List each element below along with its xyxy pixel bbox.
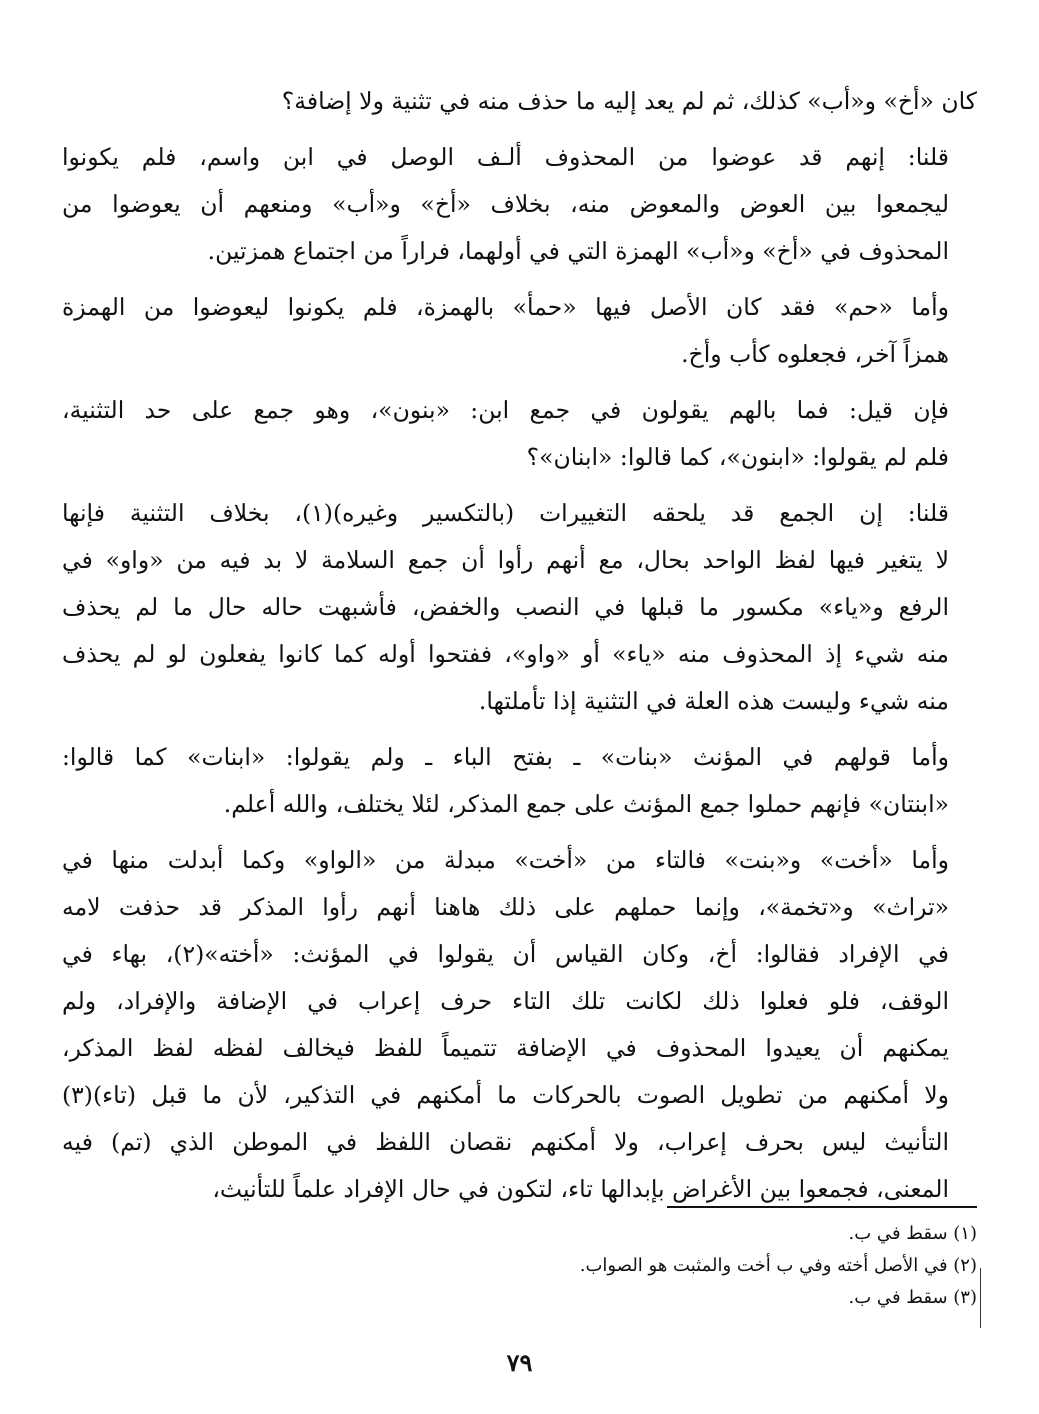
text-line: وأما قولهم في المؤنث «بنات» ـ بفتح الباء ـ ولم يقولوا: «ابنات» كما قالوا: [62,743,949,771]
footnotes [377,1218,977,1314]
text-line: وأما «حم» فقد كان الأصل فيها «حمأ» بالهمزة، فلم يكونوا ليعوضوا من الهمزة [62,293,949,321]
page-body [62,78,977,1222]
paragraph [62,734,977,828]
margin-mark [980,1268,981,1328]
paragraph [62,134,977,275]
text-line: منه شيء إذ المحذوف منه «ياء» أو «واو»، ففتحوا أوله كما كانوا يفعلون لو لم يحذف [62,640,949,668]
text-line: كان «أخ» و«أب» كذلك، ثم لم يعد إليه ما حذف منه في تثنية ولا إضافة؟ [281,87,977,115]
text-line: في الإفراد فقالوا: أخ، وكان القياس أن يقولوا في المؤنث: «أخته»(٢)، بهاء في [62,940,949,968]
text-line: «تراث» و«تخمة»، وإنما حملهم على ذلك هاهنا أنهم رأوا المذكر قد حذفت لامه [62,893,949,921]
footnote-3: (٣) سقط في ب. [848,1287,977,1308]
text-line: لا يتغير فيها لفظ الواحد بحال، مع أنهم رأوا أن جمع السلامة لا بد فيه من «واو» في [62,546,949,574]
paragraph [62,837,977,1213]
text-line: يمكنهم أن يعيدوا المحذوف في الإضافة تتميماً للفظ فيخالف لفظه لفظ المذكر، [62,1034,949,1062]
text-line: الوقف، فلو فعلوا ذلك لكانت تلك التاء حرف إعراب في الإضافة والإفراد، ولم [62,987,949,1015]
text-line: المحذوف في «أخ» و«أب» الهمزة التي في أولهما، فراراً من اجتماع همزتين. [207,237,949,265]
paragraph [62,284,977,378]
paragraph [62,387,977,481]
text-line: منه شيء وليست هذه العلة في التثنية إذا تأملتها. [478,687,949,715]
text-line: ولا أمكنهم من تطويل الصوت بالحركات ما أمكنهم في التذكير، لأن ما قبل (تاء)(٣) [62,1081,949,1109]
paragraph [62,490,977,725]
text-line: فإن قيل: فما بالهم يقولون في جمع ابن: «بنون»، وهو جمع على حد التثنية، [62,396,949,424]
footnote-1: (١) سقط في ب. [848,1223,977,1244]
text-line: قلنا: إن الجمع قد يلحقه التغييرات (بالتكسير وغيره)(١)، بخلاف التثنية فإنها [62,499,949,527]
paragraph [62,78,977,125]
text-line: همزاً آخر، فجعلوه كأب وأخ. [681,340,949,368]
text-line: فلم لم يقولوا: «ابنون»، كما قالوا: «ابنان»؟ [526,443,949,471]
page-number: ٧٩ [506,1348,533,1377]
text-line: المعنى، فجمعوا بين الأغراض بإبدالها تاء، لتكون في حال الإفراد علماً للتأنيث، [212,1175,949,1203]
text-line: قلنا: إنهم قد عوضوا من المحذوف ألـف الوصل في ابن واسم، فلم يكونوا [62,143,949,171]
text-line: التأنيث ليس بحرف إعراب، ولا أمكنهم نقصان اللفظ في الموطن الذي (تم) فيه [62,1128,949,1156]
text-line: الرفع و«ياء» مكسور ما قبلها في النصب والخفض، فأشبهت حاله حال ما لم يحذف [62,593,949,621]
footnote-separator [667,1206,977,1208]
text-line: «ابنتان» فإنهم حملوا جمع المؤنث على جمع المذكر، لئلا يختلف، والله أعلم. [223,790,949,818]
text-line: ليجمعوا بين العوض والمعوض منه، بخلاف «أخ» و«أب» ومنعهم أن يعوضوا من [62,190,949,218]
text-line: وأما «أخت» و«بنت» فالتاء من «أخت» مبدلة من «الواو» وكما أبدلت منها في [62,846,949,874]
footnote-2: (٢) في الأصل أخته وفي ب أخت والمثبت هو الصواب. [579,1255,977,1276]
